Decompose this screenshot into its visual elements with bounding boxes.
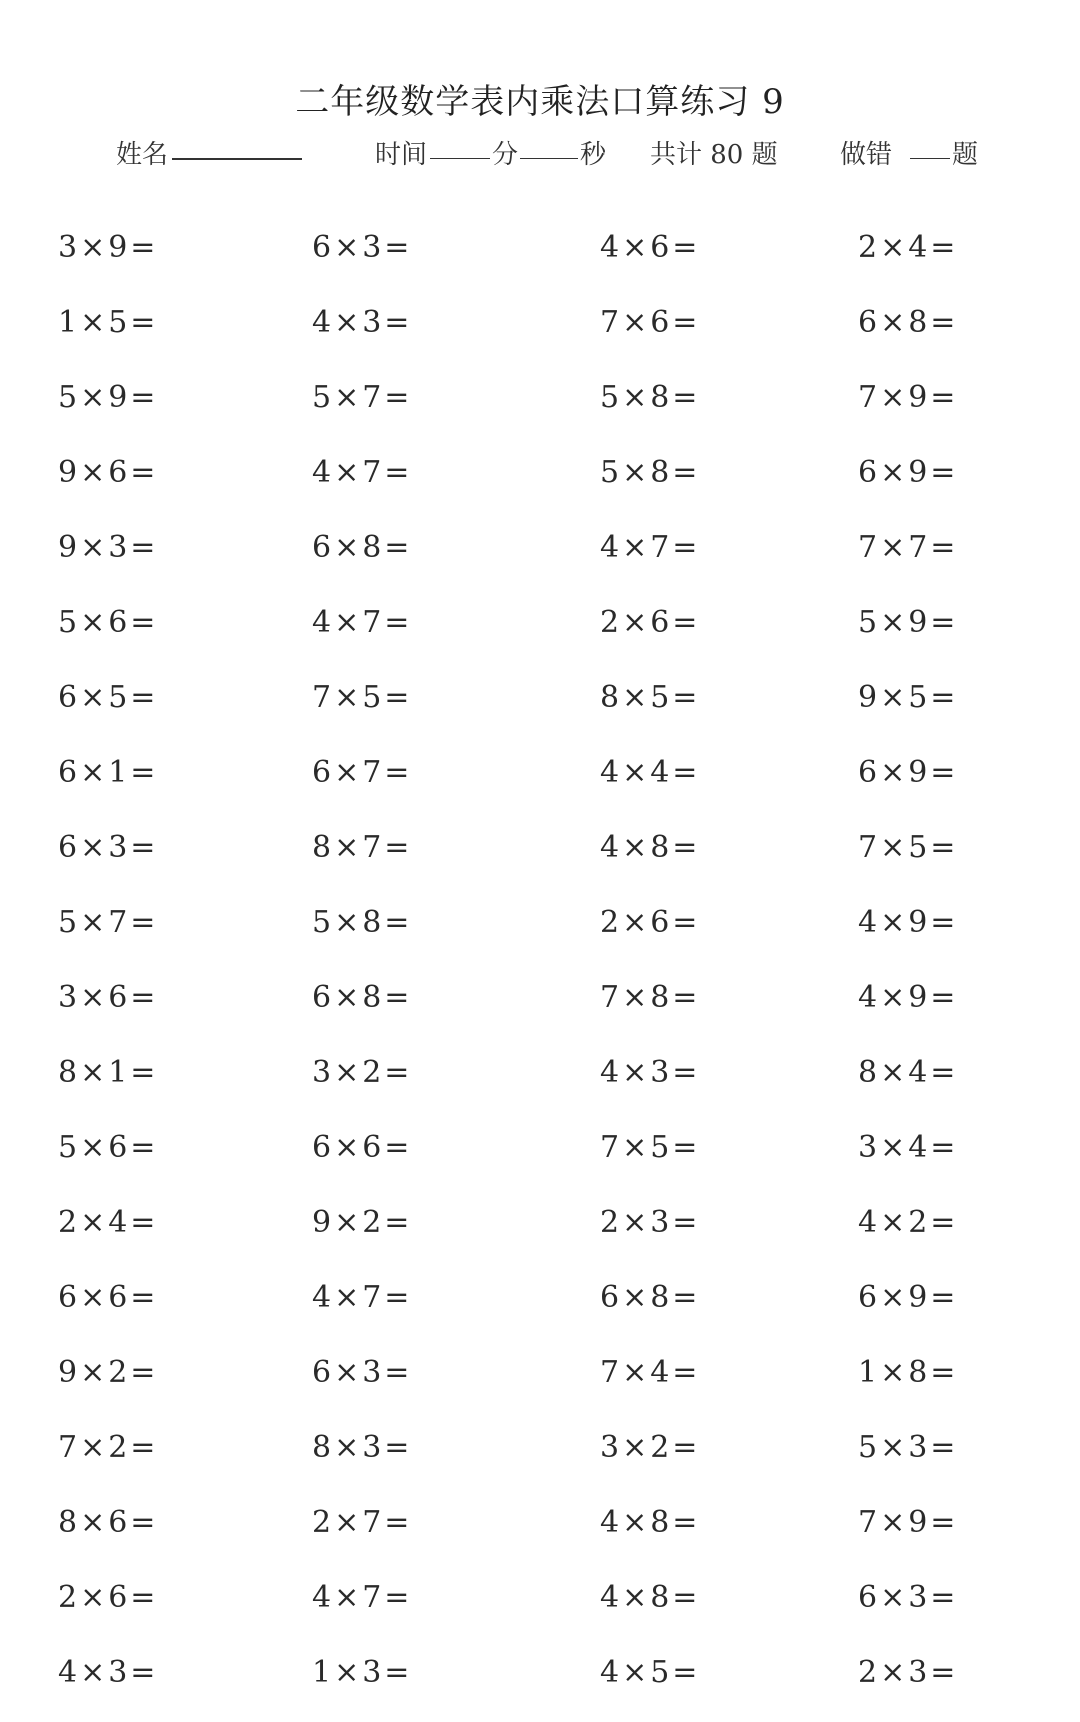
problem-r10-c2: 5×8= (312, 905, 413, 940)
problem-r6-c4: 5×9= (858, 605, 959, 640)
worksheet-title: 二年级数学表内乘法口算练习 9 (295, 82, 785, 122)
problem-r13-c4: 3×4= (858, 1130, 959, 1165)
problem-r19-c4: 6×3= (858, 1580, 959, 1615)
problem-r9-c2: 8×7= (312, 830, 413, 865)
wrong-label: 做错 (840, 140, 893, 170)
problem-r15-c4: 6×9= (858, 1280, 959, 1315)
problem-r14-c1: 2×4= (58, 1205, 159, 1240)
problem-r20-c4: 2×3= (858, 1655, 959, 1690)
name-label: 姓名 (116, 140, 169, 170)
problem-r8-c4: 6×9= (858, 755, 959, 790)
problem-r1-c2: 6×3= (312, 230, 413, 265)
problem-r8-c1: 6×1= (58, 755, 159, 790)
problem-r5-c2: 6×8= (312, 530, 413, 565)
problem-r16-c4: 1×8= (858, 1355, 959, 1390)
problem-r6-c3: 2×6= (600, 605, 701, 640)
problem-r1-c1: 3×9= (58, 230, 159, 265)
problem-r2-c4: 6×8= (858, 305, 959, 340)
problem-r14-c4: 4×2= (858, 1205, 959, 1240)
problem-r16-c1: 9×2= (58, 1355, 159, 1390)
problem-r15-c2: 4×7= (312, 1280, 413, 1315)
problem-r5-c3: 4×7= (600, 530, 701, 565)
problem-r12-c2: 3×2= (312, 1055, 413, 1090)
problem-r2-c1: 1×5= (58, 305, 159, 340)
problem-r16-c2: 6×3= (312, 1355, 413, 1390)
problem-r13-c3: 7×5= (600, 1130, 701, 1165)
problem-r17-c3: 3×2= (600, 1430, 701, 1465)
problem-r17-c2: 8×3= (312, 1430, 413, 1465)
problem-r17-c4: 5×3= (858, 1430, 959, 1465)
problem-r2-c3: 7×6= (600, 305, 701, 340)
total-count: 共计 80 题 (650, 140, 778, 170)
problem-r20-c1: 4×3= (58, 1655, 159, 1690)
problem-r9-c3: 4×8= (600, 830, 701, 865)
problem-r12-c3: 4×3= (600, 1055, 701, 1090)
problem-r20-c3: 4×5= (600, 1655, 701, 1690)
minute-label: 分 (492, 140, 519, 170)
problem-r10-c1: 5×7= (58, 905, 159, 940)
problem-r15-c3: 6×8= (600, 1280, 701, 1315)
problem-r8-c3: 4×4= (600, 755, 701, 790)
wrong-unit: 题 (952, 140, 979, 170)
problem-r19-c1: 2×6= (58, 1580, 159, 1615)
problem-r3-c1: 5×9= (58, 380, 159, 415)
problem-r19-c3: 4×8= (600, 1580, 701, 1615)
problem-r14-c3: 2×3= (600, 1205, 701, 1240)
problem-r7-c4: 9×5= (858, 680, 959, 715)
problem-r3-c3: 5×8= (600, 380, 701, 415)
problem-r17-c1: 7×2= (58, 1430, 159, 1465)
problem-r13-c2: 6×6= (312, 1130, 413, 1165)
problem-r10-c3: 2×6= (600, 905, 701, 940)
problem-r11-c2: 6×8= (312, 980, 413, 1015)
problem-r11-c4: 4×9= (858, 980, 959, 1015)
problem-r13-c1: 5×6= (58, 1130, 159, 1165)
problem-r12-c1: 8×1= (58, 1055, 159, 1090)
problem-r18-c3: 4×8= (600, 1505, 701, 1540)
problem-r3-c4: 7×9= (858, 380, 959, 415)
problem-r11-c1: 3×6= (58, 980, 159, 1015)
problem-r12-c4: 8×4= (858, 1055, 959, 1090)
problem-r4-c1: 9×6= (58, 455, 159, 490)
problem-r5-c1: 9×3= (58, 530, 159, 565)
problem-r7-c2: 7×5= (312, 680, 413, 715)
time-label: 时间 (375, 140, 428, 170)
problem-r19-c2: 4×7= (312, 1580, 413, 1615)
problem-r16-c3: 7×4= (600, 1355, 701, 1390)
problem-r4-c4: 6×9= (858, 455, 959, 490)
problem-r7-c3: 8×5= (600, 680, 701, 715)
problem-r14-c2: 9×2= (312, 1205, 413, 1240)
problem-r8-c2: 6×7= (312, 755, 413, 790)
problem-r20-c2: 1×3= (312, 1655, 413, 1690)
problem-r18-c2: 2×7= (312, 1505, 413, 1540)
problem-r6-c1: 5×6= (58, 605, 159, 640)
problem-r4-c2: 4×7= (312, 455, 413, 490)
problem-r1-c4: 2×4= (858, 230, 959, 265)
problem-r5-c4: 7×7= (858, 530, 959, 565)
problem-r10-c4: 4×9= (858, 905, 959, 940)
problem-r2-c2: 4×3= (312, 305, 413, 340)
problem-r3-c2: 5×7= (312, 380, 413, 415)
problem-r1-c3: 4×6= (600, 230, 701, 265)
problem-r18-c4: 7×9= (858, 1505, 959, 1540)
problem-r11-c3: 7×8= (600, 980, 701, 1015)
problem-r18-c1: 8×6= (58, 1505, 159, 1540)
second-label: 秒 (580, 140, 607, 170)
problem-r9-c1: 6×3= (58, 830, 159, 865)
problem-r7-c1: 6×5= (58, 680, 159, 715)
problem-r4-c3: 5×8= (600, 455, 701, 490)
problem-r15-c1: 6×6= (58, 1280, 159, 1315)
problem-r9-c4: 7×5= (858, 830, 959, 865)
problem-r6-c2: 4×7= (312, 605, 413, 640)
